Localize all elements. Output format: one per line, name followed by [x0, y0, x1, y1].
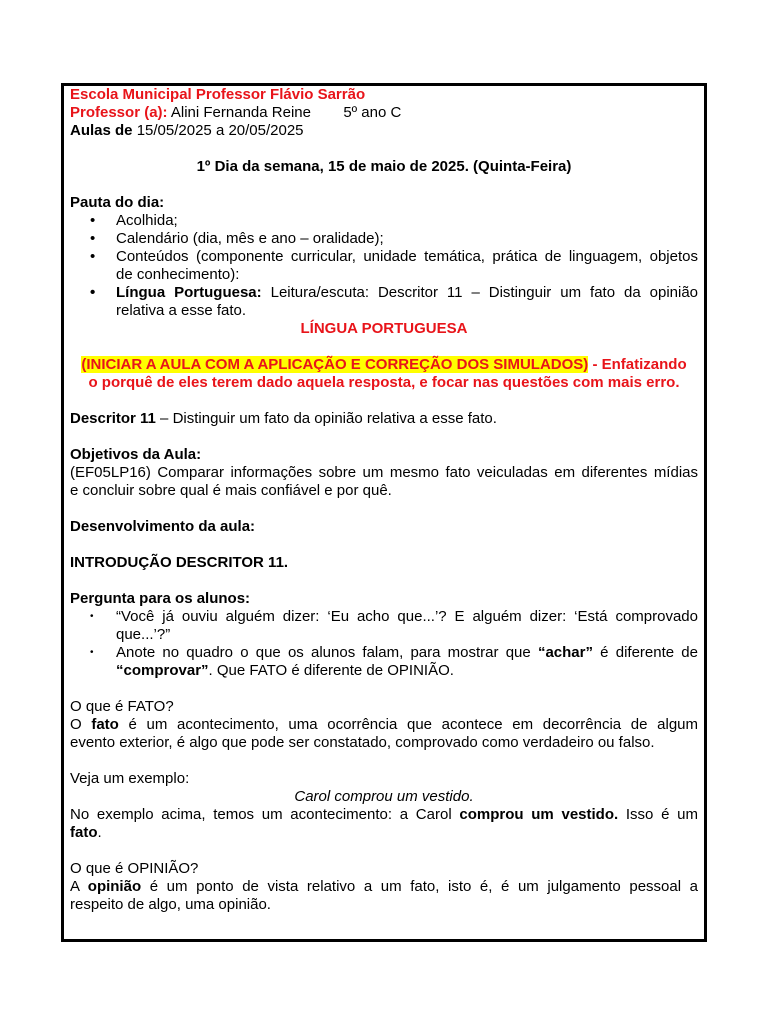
pauta-title: Pauta do dia: [70, 194, 165, 211]
teacher-line [70, 104, 698, 122]
opiniao-question: O que é OPINIÃO? [70, 860, 199, 877]
dates-line [70, 122, 698, 140]
objetivos-text: (EF05LP16) Comparar informações sobre um mesmo fato veiculadas em diferentes mídias [70, 464, 698, 481]
exemplo-sentence: Carol comprou um vestido. [294, 788, 474, 805]
list-item: • Calendário (dia, mês e ano – oralidade); [90, 230, 384, 247]
fato-question: O que é FATO? [70, 698, 174, 715]
bullet-icon: • [90, 284, 96, 301]
exemplo-intro: Veja um exemplo: [70, 770, 190, 787]
bullet-icon: • [90, 248, 96, 265]
opiniao-definition-continuation: respeito de algo, uma opinião. [70, 896, 271, 913]
exemplo-explanation-continuation: fato. [70, 824, 102, 841]
highlight-instruction: (INICIAR A AULA COM A APLICAÇÃO E CORREÇÃO DOS SIMULADOS) - Enfatizando [81, 356, 687, 373]
list-item: • Acolhida; [90, 212, 178, 229]
day-title: 1º Dia da semana, 15 de maio de 2025. (Quinta-Feira) [196, 158, 572, 175]
dates-value: 15/05/2025 a 20/05/2025 [136, 122, 304, 139]
highlighted-text: (INICIAR A AULA COM A APLICAÇÃO E CORREÇÃO DOS SIMULADOS) [81, 356, 589, 373]
fato-definition-continuation: evento exterior, é algo que pode ser constatado, comprovado como verdadeiro ou falso. [70, 734, 655, 751]
pergunta-list [70, 608, 698, 680]
list-item-continuation: relativa a esse fato. [116, 302, 247, 319]
list-item: • “Você já ouviu alguém dizer: ‘Eu acho que...’? E alguém dizer: ‘Está comprovado [90, 608, 698, 625]
list-item-continuation: que...’?” [116, 626, 171, 643]
bullet-icon: • [90, 230, 96, 247]
class-name: 5º ano C [343, 104, 402, 121]
opiniao-definition: A opinião é um ponto de vista relativo a um fato, isto é, é um julgamento pessoal a [70, 878, 698, 895]
highlight-instruction-continuation: o porquê de eles terem dado aquela resposta, e focar nas questões com mais erro. [88, 374, 680, 391]
teacher-label: Professor (a): [70, 104, 168, 121]
dates-label: Aulas de [70, 122, 133, 139]
list-item: • Conteúdos (componente curricular, unidade temática, prática de linguagem, objetos [90, 248, 698, 265]
lesson-plan-document [70, 86, 698, 914]
section-title: LÍNGUA PORTUGUESA [300, 320, 468, 337]
desenvolvimento-title: Desenvolvimento da aula: [70, 518, 256, 535]
list-item-continuation: de conhecimento): [116, 266, 240, 283]
descritor-line: Descritor 11 – Distinguir um fato da opinião relativa a esse fato. [70, 410, 497, 427]
objetivos-title: Objetivos da Aula: [70, 446, 202, 463]
objetivos-text-continuation: e concluir sobre qual é mais confiável e por quê. [70, 482, 392, 499]
introducao-title: INTRODUÇÃO DESCRITOR 11. [70, 554, 289, 571]
bullet-icon: • [90, 647, 94, 658]
exemplo-explanation: No exemplo acima, temos um acontecimento: a Carol comprou um vestido. Isso é um [70, 806, 698, 823]
list-item-continuation: “comprovar”. Que FATO é diferente de OPINIÃO. [116, 662, 454, 679]
teacher-name: Alini Fernanda Reine [170, 104, 311, 121]
bullet-icon: • [90, 212, 96, 229]
list-item-lingua-portuguesa: • Língua Portuguesa: Leitura/escuta: Descritor 11 – Distinguir um fato da opinião [90, 284, 699, 301]
list-item: • Anote no quadro o que os alunos falam, para mostrar que “achar” é diferente de [90, 644, 698, 661]
school-name: Escola Municipal Professor Flávio Sarrão [70, 86, 366, 103]
pauta-list [70, 212, 698, 320]
pergunta-title: Pergunta para os alunos: [70, 590, 251, 607]
bullet-icon: • [90, 611, 94, 622]
fato-definition: O fato é um acontecimento, uma ocorrência que acontece em decorrência de algum [70, 716, 698, 733]
